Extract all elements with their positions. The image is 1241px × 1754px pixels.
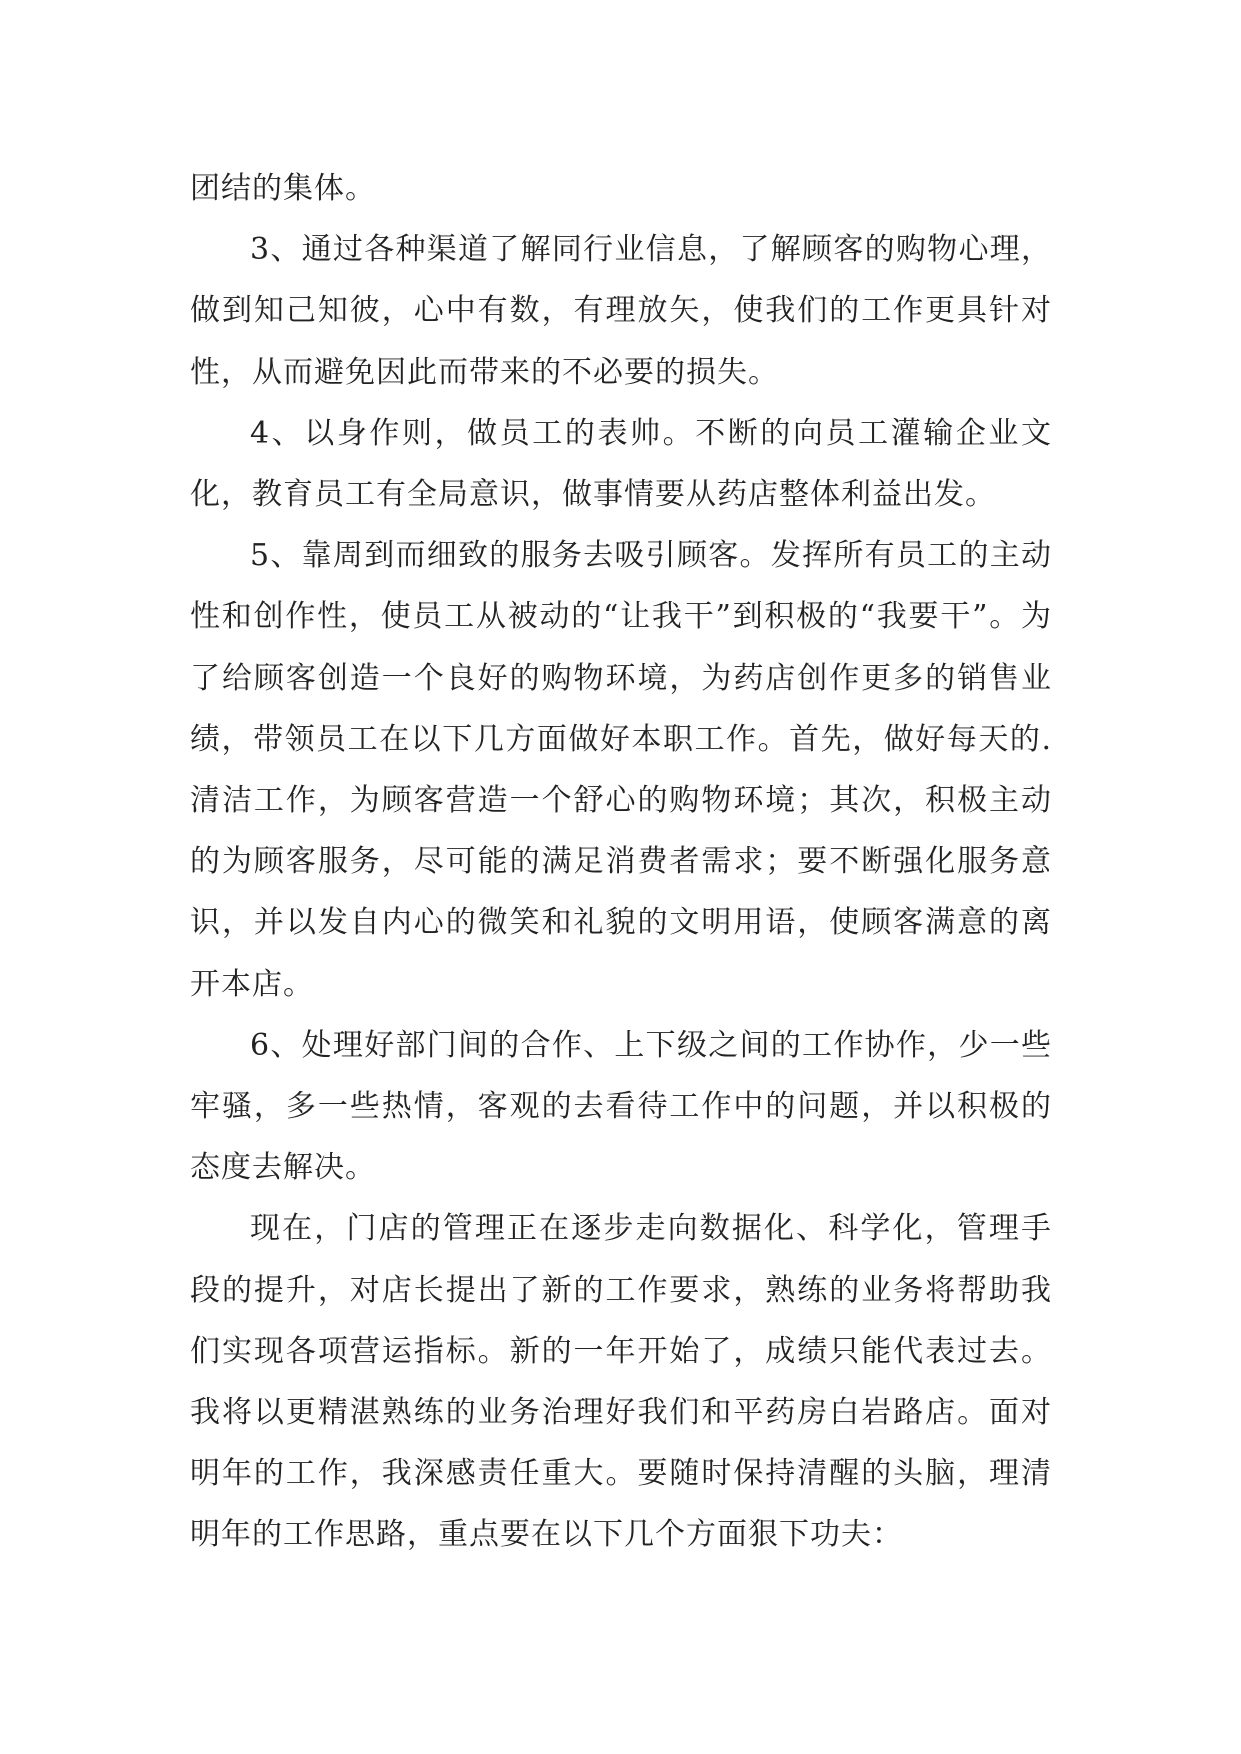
paragraph-item-3: 3、通过各种渠道了解同行业信息，了解顾客的购物心理，做到知己知彼，心中有数，有理放矢，使我们的工作更具针对性，从而避免因此而带来的不必要的损失。: [190, 232, 1052, 390]
paragraph-item-5: 5、靠周到而细致的服务去吸引顾客。发挥所有员工的主动性和创作性，使员工从被动的“让我干”到积极的“我要干”。为了给顾客创造一个良好的购物环境，为药店创作更多的销售业绩，带领员工在以下几方面做好本职工作。首先，做好每天的.清洁工作，为顾客营造一个舒心的购物环境；其次，积极主动的为顾客服务，尽可能的满足消费者需求；要不断强化服务意识，并以发自内心的微笑和礼貌的文明用语，使顾客满意的离开本店。: [190, 538, 1052, 1002]
paragraph-item-4: 4、以身作则，做员工的表帅。不断的向员工灌输企业文化，教育员工有全局意识，做事情要从药店整体利益出发。: [190, 415, 1052, 513]
paragraph-item-6: 6、处理好部门间的合作、上下级之间的工作协作，少一些牢骚，多一些热情，客观的去看待工作中的问题，并以积极的态度去解决。: [190, 1027, 1052, 1186]
paragraph-outlook: 现在，门店的管理正在逐步走向数据化、科学化，管理手段的提升，对店长提出了新的工作要求，熟练的业务将帮助我们实现各项营运指标。新的一年开始了，成绩只能代表过去。我将以更精湛熟练的业务治理好我们和平药房白岩路店。面对明年的工作，我深感责任重大。要随时保持清醒的头脑，理清明年的工作思路，重点要在以下几个方面狠下功夫：: [190, 1211, 1052, 1553]
paragraph-continuation: 团结的集体。: [190, 171, 376, 206]
document-body: [190, 158, 1052, 1566]
